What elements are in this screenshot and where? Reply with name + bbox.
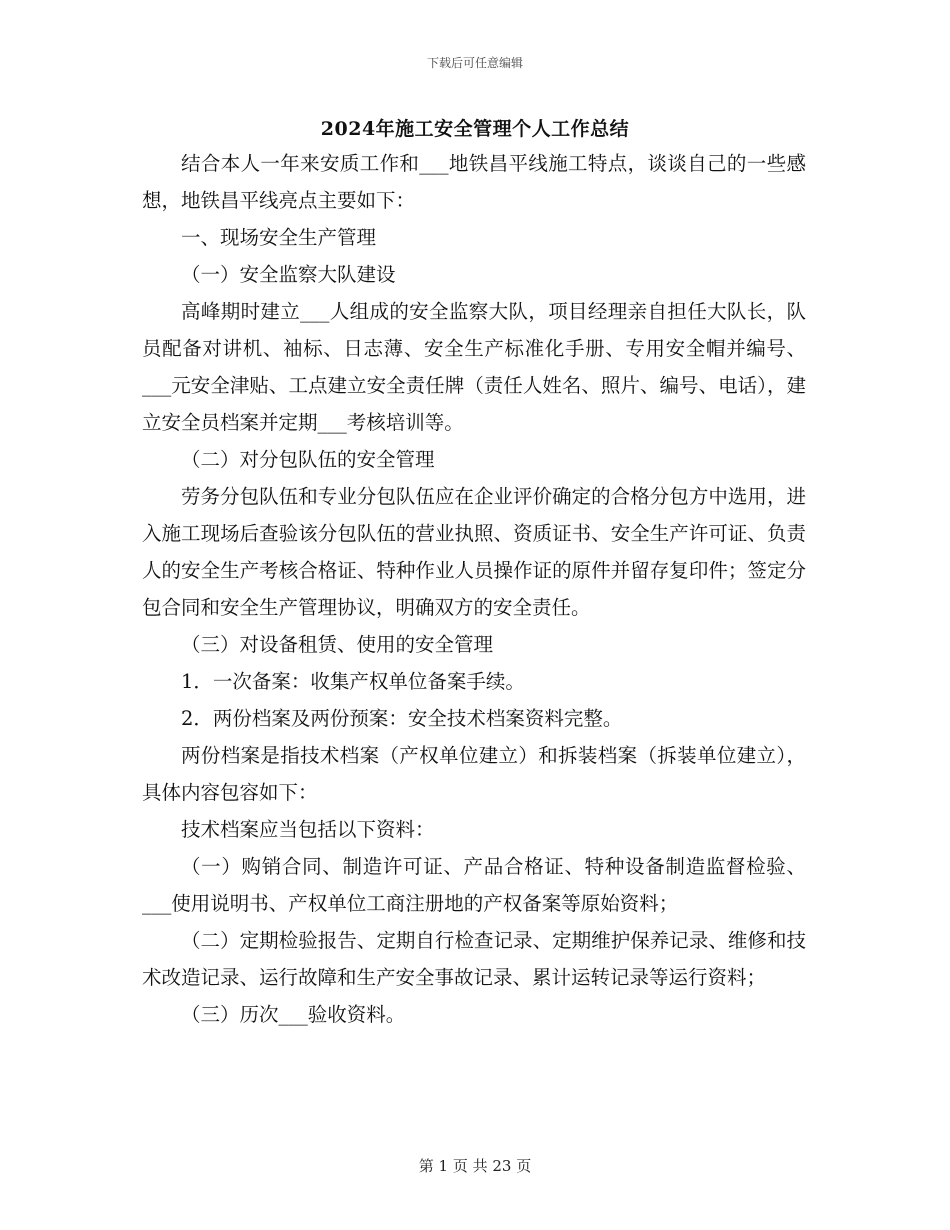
paragraph-operation-materials: （二）定期检验报告、定期自行检查记录、定期维护保养记录、维修和技术改造记录、运行故障和生产安全事故记录、累计运转记录等运行资料； (142, 929, 806, 989)
page-footer: 第 1 页 共 23 页 (418, 1157, 532, 1175)
subheading-subcontractor-management: （二）对分包队伍的安全管理 (181, 448, 435, 471)
subheading-equipment-management: （三）对设备租赁、使用的安全管理 (181, 633, 494, 656)
list-item-archives: 2．两份档案及两份预案：安全技术档案资料完整。 (181, 707, 623, 730)
section-heading-site-safety: 一、现场安全生产管理 (181, 226, 377, 249)
paragraph-subcontractor-management: 劳务分包队伍和专业分包队伍应在企业评价确定的合格分包方中选用，进入施工现场后查验该分包队伍的营业执照、资质证书、安全生产许可证、负责人的安全生产考核合格证、特种作业人员操作证的原件并留存复印件；签定分包合同和安全生产管理协议，明确双方的安全责任。 (142, 485, 806, 619)
list-item-filing: 1．一次备案：收集产权单位备案手续。 (181, 670, 525, 693)
document-title: 2024年施工安全管理个人工作总结 (320, 118, 630, 140)
subheading-supervision-team: （一）安全监察大队建设 (181, 263, 396, 286)
document-body (142, 145, 806, 1033)
paragraph-supervision-team: 高峰期时建立___人组成的安全监察大队，项目经理亲自担任大队长，队员配备对讲机、袖标、日志薄、安全生产标准化手册、专用安全帽并编号、___元安全津贴、工点建立安全责任牌（责任人姓名、照片、编号、电话），建立安全员档案并定期___考核培训等。 (142, 300, 806, 434)
paragraph-original-materials: （一）购销合同、制造许可证、产品合格证、特种设备制造监督检验、___使用说明书、产权单位工商注册地的产权备案等原始资料； (142, 855, 806, 915)
paragraph-technical-archives-intro: 技术档案应当包括以下资料： (181, 818, 435, 841)
paragraph-acceptance-materials: （三）历次___验收资料。 (181, 1003, 406, 1026)
page-header: 下载后可任意编辑 (426, 56, 523, 70)
paragraph-intro: 结合本人一年来安质工作和___地铁昌平线施工特点，谈谈自己的一些感想，地铁昌平线亮点主要如下： (142, 152, 806, 212)
paragraph-archives-definition: 两份档案是指技术档案（产权单位建立）和拆装档案（拆装单位建立），具体内容包容如下： (142, 744, 806, 804)
